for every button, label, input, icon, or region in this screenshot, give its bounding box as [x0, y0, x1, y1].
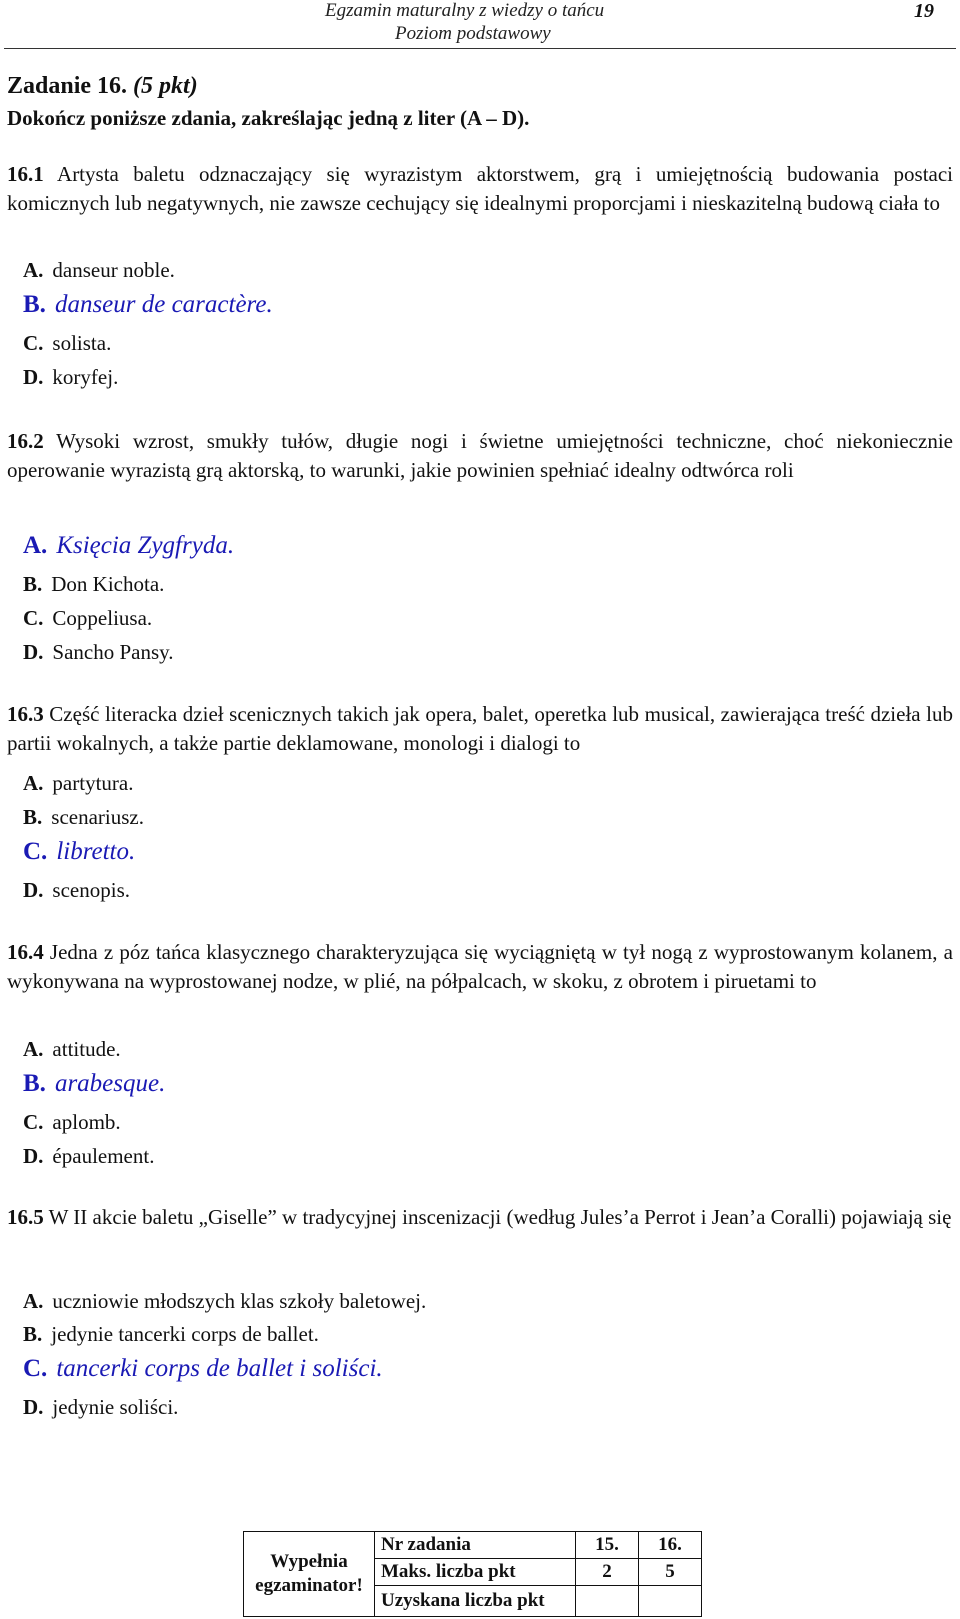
question-16-1	[7, 160, 953, 217]
task-16-number: 16.	[639, 1532, 702, 1559]
header-level: Poziom podstawowy	[395, 23, 551, 44]
option-text: épaulement.	[52, 1144, 155, 1168]
option-text: scenopis.	[52, 878, 130, 902]
option-text: Coppeliusa.	[52, 606, 153, 630]
row-label: Uzyskana liczba pkt	[375, 1586, 576, 1617]
task-15-score-cell[interactable]	[576, 1586, 639, 1617]
option-letter: A.	[23, 1289, 44, 1313]
header-exam-title: Egzamin maturalny z wiedzy o tańcu	[325, 0, 605, 21]
header-rule	[4, 48, 956, 49]
task-title	[7, 73, 198, 100]
examiner-label-line2: egzaminator!	[255, 1575, 363, 1596]
option-letter: B.	[23, 572, 43, 596]
option-letter: C.	[23, 1110, 44, 1134]
page-header	[0, 0, 960, 50]
option-16-2-b[interactable]	[23, 572, 164, 597]
option-16-4-c[interactable]	[23, 1110, 121, 1135]
option-text: uczniowie młodszych klas szkoły baletowej.	[52, 1289, 427, 1313]
option-letter: D.	[23, 365, 44, 389]
option-16-1-b-circled[interactable]	[23, 291, 273, 319]
option-16-1-c[interactable]	[23, 331, 111, 356]
question-text: Wysoki wzrost, smukły tułów, długie nogi i świetne umiejętności techniczne, choć niekoniecznie operowanie wyrazistą grą aktorską, to warunki, jakie powinien spełniać idealny odtwórca roli	[7, 429, 953, 482]
option-16-2-c[interactable]	[23, 606, 152, 631]
question-number: 16.2	[7, 429, 44, 453]
row-label: Maks. liczba pkt	[375, 1559, 576, 1586]
task-instruction: Dokończ poniższe zdania, zakreślając jedną z liter (A – D).	[7, 106, 530, 130]
option-letter: C.	[23, 1355, 48, 1382]
option-16-4-d[interactable]	[23, 1144, 154, 1169]
option-letter: D.	[23, 1144, 44, 1168]
question-number: 16.3	[7, 702, 44, 726]
option-text: Księcia Zygfryda.	[56, 532, 235, 559]
option-letter: A.	[23, 771, 44, 795]
option-letter: B.	[23, 805, 43, 829]
table-row	[244, 1532, 702, 1559]
question-16-4	[7, 938, 953, 995]
option-letter: A.	[23, 532, 48, 559]
question-text: Jedna z póz tańca klasycznego charakteryzująca się wyciągniętą w tył nogą z wyprostowanym kolanem, a wykonywana na wyprostowanej nodze, w plié, na półpalcach, w skoku, z obrotem i piruetami to	[7, 940, 953, 993]
question-16-2	[7, 427, 953, 484]
option-text: jedynie tancerki corps de ballet.	[51, 1322, 319, 1346]
option-letter: B.	[23, 1070, 46, 1097]
option-16-4-b-circled[interactable]	[23, 1070, 165, 1098]
question-text: Część literacka dzieł scenicznych takich jak opera, balet, operetka lub musical, zawierająca treść dzieła lub partii wokalnych, a także partie deklamowane, monologi i dialogi to	[7, 702, 953, 755]
option-letter: D.	[23, 640, 44, 664]
option-16-3-c-circled[interactable]	[23, 838, 135, 866]
option-text: Sancho Pansy.	[52, 640, 174, 664]
option-16-2-a-circled[interactable]	[23, 532, 234, 560]
task-points: (5 pkt)	[133, 73, 198, 99]
option-text: Don Kichota.	[51, 572, 165, 596]
option-letter: C.	[23, 606, 44, 630]
examiner-label-line1: Wypełnia	[270, 1551, 348, 1572]
examiner-label	[244, 1532, 375, 1617]
option-16-5-d[interactable]	[23, 1395, 178, 1420]
option-text: koryfej.	[52, 365, 119, 389]
option-text: tancerki corps de ballet i soliści.	[56, 1355, 383, 1382]
question-number: 16.5	[7, 1205, 44, 1229]
task-15-max-points: 2	[576, 1559, 639, 1586]
task-16-score-cell[interactable]	[639, 1586, 702, 1617]
option-text: danseur de caractère.	[54, 291, 273, 318]
option-text: jedynie soliści.	[52, 1395, 179, 1419]
task-16-max-points: 5	[639, 1559, 702, 1586]
option-text: partytura.	[52, 771, 134, 795]
option-16-3-d[interactable]	[23, 878, 130, 903]
option-letter: C.	[23, 838, 48, 865]
option-letter: D.	[23, 1395, 44, 1419]
option-16-4-a[interactable]	[23, 1037, 121, 1062]
question-16-5	[7, 1203, 953, 1232]
option-text: arabesque.	[54, 1070, 166, 1097]
task-15-number: 15.	[576, 1532, 639, 1559]
option-letter: A.	[23, 1037, 44, 1061]
option-letter: A.	[23, 258, 44, 282]
option-letter: B.	[23, 1322, 43, 1346]
row-label: Nr zadania	[375, 1532, 576, 1559]
page-number: 19	[914, 0, 934, 22]
option-text: libretto.	[56, 838, 136, 865]
option-letter: D.	[23, 878, 44, 902]
option-16-5-c-circled[interactable]	[23, 1355, 383, 1383]
question-number: 16.4	[7, 940, 44, 964]
option-16-5-a[interactable]	[23, 1289, 426, 1314]
option-letter: C.	[23, 331, 44, 355]
question-number: 16.1	[7, 162, 44, 186]
option-16-2-d[interactable]	[23, 640, 174, 665]
score-table	[243, 1531, 702, 1617]
option-text: danseur noble.	[52, 258, 175, 282]
option-text: solista.	[52, 331, 112, 355]
option-16-3-a[interactable]	[23, 771, 133, 796]
option-16-3-b[interactable]	[23, 805, 144, 830]
option-16-5-b[interactable]	[23, 1322, 319, 1347]
question-text: Artysta baletu odznaczający się wyrazistym aktorstwem, grą i umiejętnością budowania postaci komicznych lub negatywnych, nie zawsze cechujący się idealnymi proporcjami i nieskazitelną budową ciała to	[7, 162, 953, 215]
option-letter: B.	[23, 291, 46, 318]
question-text: W II akcie baletu „Giselle” w tradycyjnej inscenizacji (według Jules’a Perrot i Jean’a Coralli) pojawiają się	[43, 1205, 952, 1229]
option-16-1-a[interactable]	[23, 258, 175, 283]
option-text: attitude.	[52, 1037, 121, 1061]
option-text: aplomb.	[52, 1110, 121, 1134]
question-16-3	[7, 700, 953, 757]
option-text: scenariusz.	[51, 805, 144, 829]
option-16-1-d[interactable]	[23, 365, 118, 390]
task-title-text: Zadanie 16.	[7, 73, 128, 99]
